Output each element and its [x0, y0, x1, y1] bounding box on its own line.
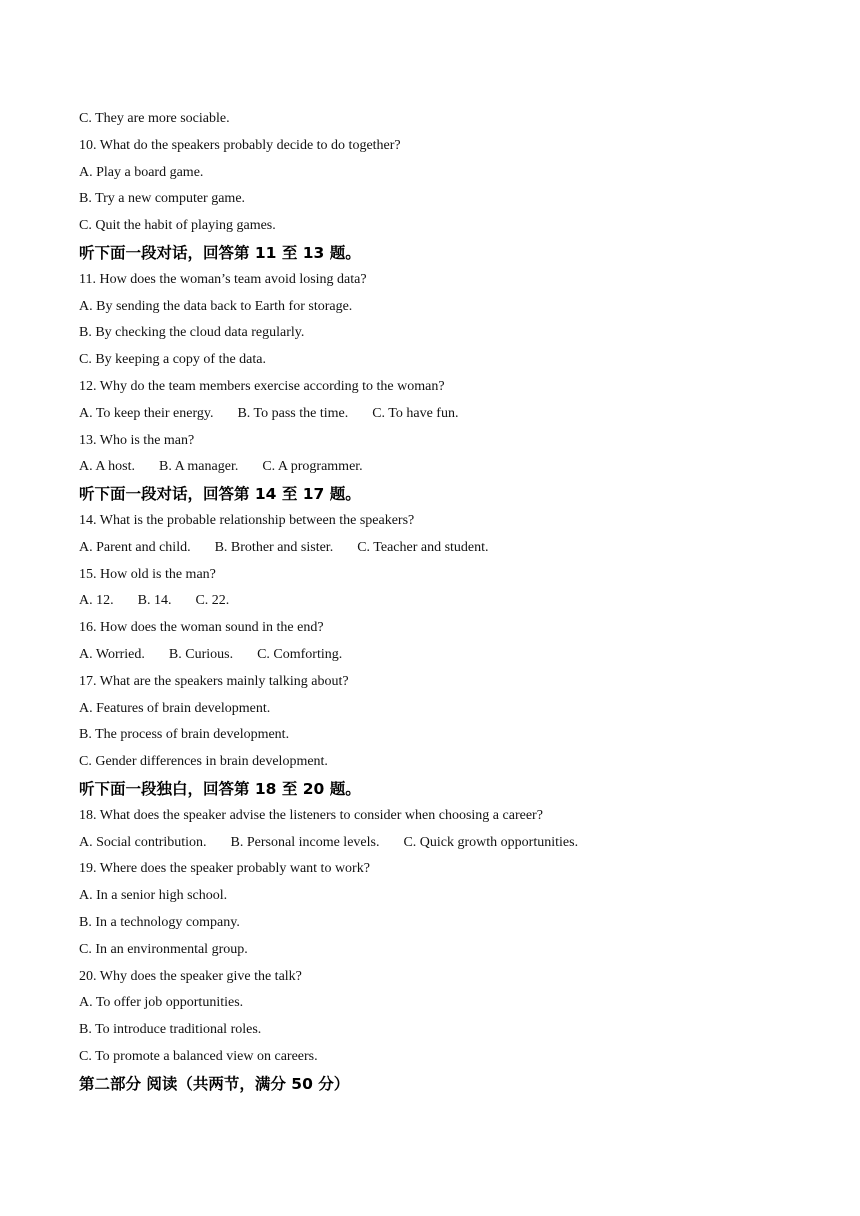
answer-options-row [79, 642, 799, 669]
answer-option: B. 14. [137, 593, 172, 609]
answer-option: A. Social contribution. [79, 834, 207, 850]
answer-option: A. By sending the data back to Earth for storage. [79, 298, 353, 314]
answer-option: C. 22. [195, 593, 230, 609]
answer-option: A. To offer job opportunities. [79, 995, 244, 1011]
answer-option: B. Try a new computer game. [79, 191, 246, 207]
answer-option: B. To pass the time. [237, 405, 349, 421]
answer-option: C. A programmer. [262, 459, 363, 475]
section-heading: 第二部分 阅读（共两节，满分 50 分） [79, 1074, 350, 1093]
answer-options-row [79, 454, 799, 481]
answer-option: A. Parent and child. [79, 539, 191, 555]
question-text: 15. How old is the man? [79, 566, 216, 582]
answer-option: B. In a technology company. [79, 914, 240, 930]
answer-option: C. In an environmental group. [79, 941, 248, 957]
answer-option: C. To have fun. [372, 405, 459, 421]
answer-option: B. Personal income levels. [230, 834, 380, 850]
question-text: 17. What are the speakers mainly talking about? [79, 673, 349, 689]
answer-option: B. To introduce traditional roles. [79, 1022, 262, 1038]
answer-option: A. Play a board game. [79, 164, 204, 180]
section-heading: 听下面一段对话，回答第 11 至 13 题。 [79, 243, 361, 262]
question-text: 10. What do the speakers probably decide to do together? [79, 137, 401, 153]
answer-option: B. Curious. [168, 646, 234, 662]
question-content [79, 106, 799, 1097]
question-text: 13. Who is the man? [79, 432, 195, 448]
question-text: 14. What is the probable relationship between the speakers? [79, 512, 415, 528]
answer-option: A. In a senior high school. [79, 888, 228, 904]
section-heading: 听下面一段独白，回答第 18 至 20 题。 [79, 779, 361, 798]
answer-option: C. Quit the habit of playing games. [79, 218, 276, 234]
question-text: 16. How does the woman sound in the end? [79, 620, 324, 636]
answer-options-row [79, 588, 799, 615]
question-text: 12. Why do the team members exercise according to the woman? [79, 378, 445, 394]
question-text: 19. Where does the speaker probably want to work? [79, 861, 370, 877]
answer-option: C. Comforting. [257, 646, 343, 662]
answer-option: C. Quick growth opportunities. [403, 834, 579, 850]
answer-option: A. Features of brain development. [79, 700, 271, 716]
answer-options-row [79, 830, 799, 857]
question-text: 20. Why does the speaker give the talk? [79, 968, 302, 984]
answer-option: C. To promote a balanced view on careers. [79, 1048, 318, 1064]
question-text: 18. What does the speaker advise the listeners to consider when choosing a career? [79, 807, 543, 823]
answer-option: A. A host. [79, 459, 136, 475]
answer-option: B. By checking the cloud data regularly. [79, 325, 305, 341]
answer-option: C. By keeping a copy of the data. [79, 352, 267, 368]
answer-option: B. A manager. [159, 459, 239, 475]
section-heading: 听下面一段对话，回答第 14 至 17 题。 [79, 485, 361, 504]
answer-option: C. Teacher and student. [357, 539, 489, 555]
answer-option: A. 12. [79, 593, 114, 609]
answer-option: B. The process of brain development. [79, 727, 290, 743]
answer-option: A. Worried. [79, 646, 145, 662]
question-text: 11. How does the woman’s team avoid losing data? [79, 271, 367, 287]
answer-options-row [79, 535, 799, 562]
answer-option: B. Brother and sister. [214, 539, 334, 555]
answer-options-row [79, 401, 799, 428]
answer-option: A. To keep their energy. [79, 405, 214, 421]
answer-option: C. Gender differences in brain development. [79, 754, 328, 770]
answer-option: C. They are more sociable. [79, 111, 230, 126]
